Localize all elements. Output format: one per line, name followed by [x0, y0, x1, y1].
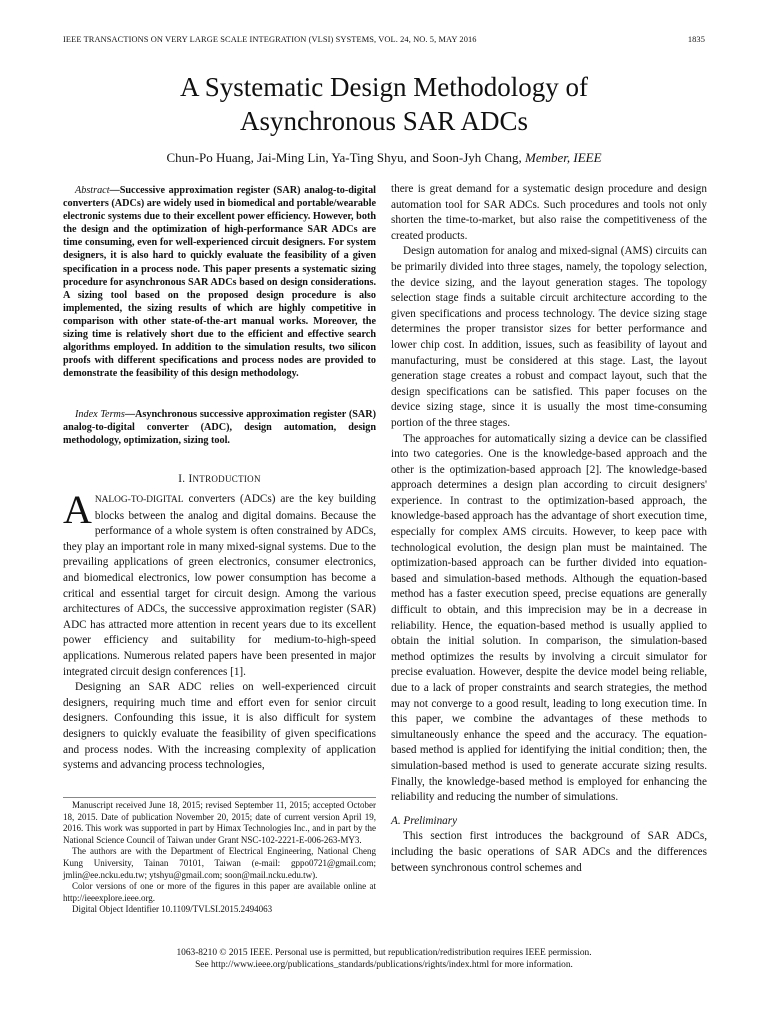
section-title-first: I [188, 473, 193, 485]
paper-title [0, 70, 768, 138]
author-names: Chun-Po Huang, Jai-Ming Lin, Ya-Ting Shyu, and Soon-Jyh Chang, [166, 150, 522, 165]
footnotes [63, 800, 376, 916]
footnote-doi: Digital Object Identifier 10.1109/TVLSI.2015.2494063 [72, 904, 273, 915]
footnote-rule [63, 797, 376, 798]
subsection-heading: A. Preliminary [391, 814, 458, 827]
title-line-1: A Systematic Design Methodology of [180, 72, 588, 102]
right-column [391, 182, 707, 876]
intro-paragraph-1-text: converters (ADCs) are the key building blocks between the analog and digital domains. Because the performance of a whole system is often constrained by ADCs, they play an important role in many mixed-signal systems. Due to the prevailing applications of green electronics, consumer electronics, and biomedical electronics, low power consumption has become a critical and essential target for circuit design. Among the various architectures of ADCs, the successive approximation register (SAR) ADC has attracted more attention in recent years due to its excellent power efficiency and suitability for medium-to-high-speed applications. Numerous related papers have been presented in major integrated circuit design conferences [1]. [63, 493, 376, 678]
running-head [63, 35, 705, 47]
authors [0, 150, 768, 166]
index-terms [63, 408, 376, 447]
right-paragraph-4: This section first introduces the background of SAR ADCs, including the basic operations of SAR ADCs and the differences between synchronous control schemes and [391, 830, 707, 874]
right-paragraph-3: The approaches for automatically sizing a device can be classified into two categories. One is the knowledge-based approach and the other is the optimization-based approach [2]. The knowledge-based approach determines a design plan according to circuit designers' experience. In contrast to the optimization-based approach, the knowledge-based approach has the advantage of short execution time, especially for complex AMS circuits. However, to keep pace with technological evolution, the design plan must be maintained. The optimization-based approach can be further divided into equation-based and simulation-based methods. Although the equation-based method has a faster execution speed, precise equations are generally difficult to obtain, and this imprecision may be in a decrease in reliability. Hence, the equation-based method is usually applied to obtain the initial solution. In comparison, the simulation-based method optimizes the results by involving a circuit simulator for precise evaluation. However, despite the device model being reliable, due to a lack of proper constraints and search strategies, the method may not converge to a good result, leading to long execution time. In this paper, we combine the advantages of these methods to simultaneously enhance the speed and the accuracy. The equation-based method is applied for identifying the initial condition; then, the simulation-based method is used to generate accurate sizing results. Finally, the knowledge-based method is employed for enhancing the reliability and reducing the number of simulations. [391, 432, 707, 804]
footnote-affiliation: The authors are with the Department of Electrical Engineering, National Cheng Kung University, Tainan 70101, Taiwan (e-mail: gppo0721@gmail.com; jmlin@ee.ncku.edu.tw; ytshyu@gmail.com; soon@mail.ncku.edu.tw). [63, 846, 376, 880]
footnote-manuscript: Manuscript received June 18, 2015; revised September 11, 2015; accepted October 18, 2015. Date of publication November 20, 2015; date of current version April 19, 2016. This work was supported in part by Himax Technologies Inc., and in part by the National Science Council of Taiwan under Grant NSC-102-2221-E-006-263-MY3. [63, 800, 376, 845]
section-heading [63, 473, 376, 485]
intro-paragraph-2: Designing an SAR ADC relies on well-experienced circuit designers, requiring much time and effort even for senior circuit designers. Confounding this issue, it is also difficult for system designers to quickly evaluate the feasibility of given specifications and process nodes. With the increasing complexity of application systems and advancing process technologies, [63, 681, 376, 772]
copyright-line-2: See http://www.ieee.org/publications_standards/publications/rights/index.html for more information. [195, 960, 573, 970]
abstract-label: Abstract [75, 185, 110, 196]
section-number: I. [178, 473, 186, 485]
page-number: 1835 [687, 35, 705, 44]
author-membership: Member, IEEE [524, 150, 602, 165]
intro-paragraph-1 [63, 487, 376, 680]
index-terms-text: Asynchronous successive approximation register (SAR) analog-to-digital converter (ADC), design automation, design methodology, optimization, sizing tool. [63, 409, 376, 447]
footnote-color-figures: Color versions of one or more of the figures in this paper are available online at http://ieeexplore.ieee.org. [63, 881, 376, 903]
abstract-dash: — [109, 185, 120, 196]
introduction-body [63, 487, 376, 774]
intro-first-word: NALOG-TO-DIGITAL [94, 495, 184, 505]
index-terms-dash: — [124, 409, 136, 420]
right-paragraph-2: Design automation for analog and mixed-signal (AMS) circuits can be primarily divided into three stages, namely, the topology selection, the device sizing, and the layout generation stages. The topology selection stage finds a suitable circuit architecture according to the given specifications and process technology. The device sizing stage determines the proper transistor sizes for better performance and lower chip cost. In addition, issues, such as feasibility of layout and manufacturing, must be considered at this stage. Last, the layout generation stage creates a robust and compact layout, such that the design specifications can be satisfied. This paper focuses on the device sizing stage, since it is usually the most time-consuming portion of the three stages. [391, 245, 707, 429]
journal-header: IEEE TRANSACTIONS ON VERY LARGE SCALE INTEGRATION (VLSI) SYSTEMS, VOL. 24, NO. 5, MAY 2016 [63, 35, 477, 44]
drop-cap: A [63, 487, 92, 532]
abstract-text: Successive approximation register (SAR) analog-to-digital converters (ADCs) are widely used in biomedical and portable/wearable electronic systems due to their excellent power efficiency. However, both the design and the optimization of high-performance SAR ADCs are time consuming, even for well-experienced circuit designers. For system designers, it is also hard to quickly evaluate the feasibility of a given specification in a process node. This paper presents a systematic sizing procedure for asynchronous SAR ADCs based on design considerations. A sizing tool based on the proposed design procedure is also implemented, the sizing results of which are highly competitive in comparison with other state-of-the-art manual works. Moreover, the sizing time is relatively short due to the efficient and effective search algorithms employed. In addition to the simulation results, two silicon proofs with different specifications and process nodes are provided to demonstrate the feasibility of this design methodology. [63, 185, 376, 380]
title-line-2: Asynchronous SAR ADCs [239, 106, 529, 136]
abstract [63, 184, 376, 380]
copyright-notice [0, 947, 768, 971]
section-title-rest: NTRODUCTION [192, 474, 261, 484]
right-paragraph-1: there is great demand for a systematic design procedure and design automation tool for SAR ADCs. Such procedures and tools not only shorten the time-to-market, but also raise the competitiveness of the created products. [391, 183, 707, 242]
copyright-line-1: 1063-8210 © 2015 IEEE. Personal use is permitted, but republication/redistribution requires IEEE permission. [176, 948, 592, 958]
index-terms-label: Index Terms [75, 409, 125, 420]
